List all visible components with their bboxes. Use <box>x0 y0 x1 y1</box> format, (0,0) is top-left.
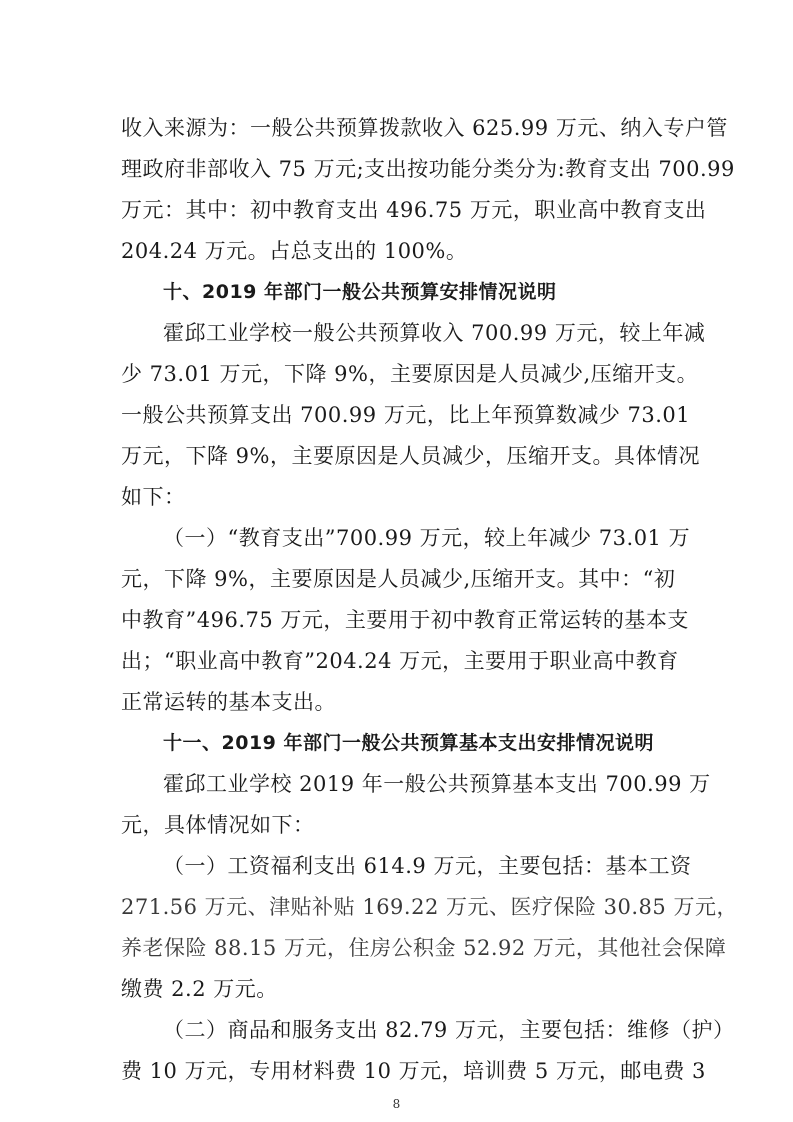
paragraph-line: （一）工资福利支出 614.9 万元，主要包括：基本工资 <box>163 854 692 878</box>
section-heading: 十、2019 年部门一般公共预算安排情况说明 <box>163 281 557 303</box>
paragraph-line: 万元：其中：初中教育支出 496.75 万元，职业高中教育支出 <box>121 198 707 222</box>
paragraph-line: （二）商品和服务支出 82.79 万元，主要包括：维修（护） <box>163 1018 735 1042</box>
section-heading: 十一、2019 年部门一般公共预算基本支出安排情况说明 <box>163 732 654 754</box>
paragraph-line: 中教育”496.75 万元，主要用于初中教育正常运转的基本支 <box>121 608 689 632</box>
paragraph-line: 少 73.01 万元，下降 9%，主要原因是人员减少,压缩开支。 <box>121 362 699 386</box>
paragraph-line: 霍邱工业学校 2019 年一般公共预算基本支出 700.99 万 <box>163 772 711 796</box>
paragraph-line: 理政府非部收入 75 万元;支出按功能分类分为:教育支出 700.99 <box>121 157 735 181</box>
paragraph-line: 一般公共预算支出 700.99 万元，比上年预算数减少 73.01 <box>121 403 691 427</box>
paragraph-line: 缴费 2.2 万元。 <box>121 977 278 1001</box>
paragraph-line: 霍邱工业学校一般公共预算收入 700.99 万元，较上年减 <box>163 321 706 345</box>
paragraph-line: 204.24 万元。占总支出的 100%。 <box>121 239 468 263</box>
paragraph-line: 如下： <box>121 485 186 509</box>
paragraph-line: 收入来源为：一般公共预算拨款收入 625.99 万元、纳入专户管 <box>121 116 728 140</box>
paragraph-line: （一）“教育支出”700.99 万元，较上年减少 73.01 万 <box>163 526 691 550</box>
paragraph-line: 元，下降 9%，主要原因是人员减少,压缩开支。其中：“初 <box>121 567 676 591</box>
paragraph-line: 万元，下降 9%，主要原因是人员减少，压缩开支。具体情况 <box>121 444 700 468</box>
paragraph-line: 正常运转的基本支出。 <box>121 690 336 714</box>
page-number: 8 <box>392 1097 401 1111</box>
paragraph-line: 费 10 万元，专用材料费 10 万元，培训费 5 万元，邮电费 3 <box>121 1059 706 1083</box>
paragraph-line: 271.56 万元、津贴补贴 169.22 万元、医疗保险 30.85 万元， <box>121 895 738 919</box>
paragraph-line: 养老保险 88.15 万元，住房公积金 52.92 万元，其他社会保障 <box>121 936 727 960</box>
paragraph-line: 出；“职业高中教育”204.24 万元，主要用于职业高中教育 <box>121 649 679 673</box>
paragraph-line: 元，具体情况如下： <box>121 813 315 837</box>
